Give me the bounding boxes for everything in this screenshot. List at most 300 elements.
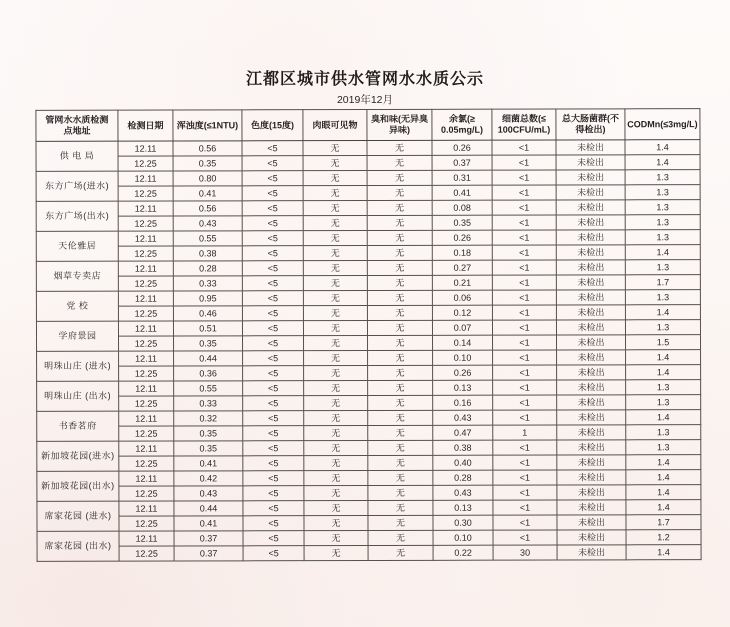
column-header: 管网水水质检测 点地址 (36, 110, 118, 141)
table-row (37, 410, 701, 427)
table-row (36, 170, 700, 187)
cell-value: <5 (243, 351, 304, 366)
table-row (37, 530, 701, 547)
cell-location: 席家花园 (进水) (37, 501, 119, 531)
cell-value: <5 (243, 381, 304, 396)
cell-value: 未检出 (556, 305, 625, 320)
cell-date: 12.11 (119, 501, 174, 516)
cell-value: 未检出 (557, 395, 626, 410)
cell-location: 明珠山庄 (进水) (37, 351, 119, 381)
cell-value: 0.26 (432, 140, 492, 155)
column-header: 总大肠菌群(不 得检出) (556, 109, 625, 140)
cell-date: 12.25 (118, 306, 173, 321)
cell-value: 1.3 (625, 320, 700, 335)
cell-value: <5 (243, 396, 304, 411)
cell-value: 未检出 (557, 380, 626, 395)
cell-value: <5 (243, 441, 304, 456)
cell-date: 12.25 (118, 156, 173, 171)
cell-value: 无 (367, 245, 432, 260)
table-header (36, 109, 700, 142)
cell-value: 未检出 (556, 140, 625, 155)
cell-value: 0.37 (174, 531, 243, 546)
cell-value: <1 (493, 410, 557, 425)
table-row (37, 380, 701, 397)
cell-value: 无 (303, 246, 367, 261)
cell-value: 1.3 (626, 425, 701, 440)
cell-value: <5 (242, 216, 303, 231)
cell-value: 0.43 (174, 486, 243, 501)
cell-value: 0.37 (174, 546, 243, 561)
cell-value: 0.30 (433, 515, 493, 530)
cell-value: 无 (367, 260, 432, 275)
cell-value: 1.4 (626, 350, 701, 365)
cell-value: 0.36 (174, 366, 243, 381)
cell-value: <1 (492, 260, 556, 275)
cell-value: 未检出 (557, 440, 626, 455)
cell-value: <5 (243, 501, 304, 516)
cell-value: 未检出 (557, 485, 626, 500)
cell-value: <1 (493, 500, 557, 515)
cell-value: 无 (303, 156, 367, 171)
cell-value: <5 (243, 516, 304, 531)
cell-value: 0.16 (433, 395, 493, 410)
cell-date: 12.25 (119, 516, 174, 531)
cell-value: 无 (368, 485, 433, 500)
cell-value: 无 (303, 306, 367, 321)
table-row (37, 425, 701, 442)
cell-date: 12.11 (118, 201, 173, 216)
cell-value: <1 (493, 395, 557, 410)
cell-value: <5 (243, 426, 304, 441)
cell-location: 东方广场(出水) (36, 201, 118, 231)
cell-date: 12.11 (119, 441, 174, 456)
cell-value: 无 (368, 365, 433, 380)
cell-date: 12.11 (119, 351, 174, 366)
cell-value: <1 (493, 515, 557, 530)
cell-value: <1 (492, 170, 556, 185)
cell-value: 无 (367, 275, 432, 290)
cell-value: 0.13 (433, 500, 493, 515)
cell-value: 未检出 (557, 425, 626, 440)
document-subtitle: 2019年12月 (336, 94, 394, 106)
cell-value: 1.4 (626, 545, 701, 560)
column-header: 细菌总数(≤ 100CFU/mL) (492, 109, 556, 140)
table-row (36, 290, 700, 307)
table-row (37, 395, 701, 412)
cell-value: <1 (492, 200, 556, 215)
cell-value: <5 (243, 471, 304, 486)
cell-value: 0.47 (433, 425, 493, 440)
cell-value: 无 (368, 425, 433, 440)
cell-value: 未检出 (557, 365, 626, 380)
cell-value: 未检出 (556, 245, 625, 260)
cell-value: 无 (367, 320, 432, 335)
cell-value: <1 (492, 230, 556, 245)
table-row (37, 470, 701, 487)
cell-value: 0.33 (173, 276, 242, 291)
table-row (36, 305, 700, 322)
cell-value: <5 (242, 231, 303, 246)
cell-value: 无 (368, 515, 433, 530)
cell-value: 无 (304, 531, 368, 546)
cell-value: 0.26 (432, 230, 492, 245)
cell-value: 1 (493, 425, 557, 440)
cell-value: 1.3 (625, 215, 700, 230)
cell-value: 0.41 (173, 186, 242, 201)
cell-value: 无 (304, 486, 368, 501)
cell-value: 未检出 (557, 515, 626, 530)
cell-value: 未检出 (557, 410, 626, 425)
cell-value: 无 (367, 290, 432, 305)
table-row (36, 215, 700, 232)
cell-value: 0.35 (174, 336, 243, 351)
cell-value: 1.3 (625, 260, 700, 275)
cell-date: 12.25 (118, 186, 173, 201)
cell-value: 0.44 (174, 351, 243, 366)
cell-date: 12.25 (119, 486, 174, 501)
cell-value: <5 (243, 456, 304, 471)
cell-value: 0.41 (174, 456, 243, 471)
cell-value: 无 (303, 276, 367, 291)
cell-value: 1.4 (626, 485, 701, 500)
cell-value: 无 (367, 185, 432, 200)
cell-value: 1.4 (625, 245, 700, 260)
cell-value: 未检出 (557, 350, 626, 365)
cell-location: 席家花园 (出水) (37, 531, 119, 561)
cell-value: <5 (242, 201, 303, 216)
cell-value: 0.32 (174, 411, 243, 426)
cell-date: 12.11 (118, 291, 173, 306)
cell-value: <5 (242, 306, 303, 321)
cell-value: 1.3 (625, 185, 700, 200)
cell-value: 1.2 (626, 530, 701, 545)
cell-value: 0.18 (432, 245, 492, 260)
cell-value: 1.7 (626, 515, 701, 530)
cell-value: 0.35 (173, 156, 242, 171)
cell-value: 30 (493, 545, 557, 560)
cell-location: 东方广场(进水) (36, 171, 118, 201)
cell-value: 无 (304, 501, 368, 516)
cell-location: 新加坡花园(进水) (37, 441, 119, 471)
cell-location: 明珠山庄 (出水) (37, 381, 119, 411)
cell-value: <1 (492, 140, 556, 155)
cell-value: <5 (243, 546, 304, 561)
cell-value: 未检出 (557, 335, 626, 350)
cell-value: 0.55 (173, 231, 242, 246)
cell-value: 0.56 (173, 141, 242, 156)
column-header: CODMn(≤3mg/L) (625, 109, 700, 140)
cell-value: 0.35 (432, 215, 492, 230)
cell-value: 1.4 (626, 455, 701, 470)
cell-value: 0.21 (432, 275, 492, 290)
cell-value: 无 (304, 426, 368, 441)
cell-value: 0.08 (432, 200, 492, 215)
cell-value: 无 (368, 410, 433, 425)
cell-value: 0.10 (433, 350, 493, 365)
cell-value: 0.46 (173, 306, 242, 321)
cell-value: <5 (242, 141, 303, 156)
cell-location: 新加坡花园(出水) (37, 471, 119, 501)
cell-value: <1 (492, 185, 556, 200)
cell-value: 0.56 (173, 201, 242, 216)
cell-date: 12.25 (118, 246, 173, 261)
cell-value: 无 (368, 380, 433, 395)
document-title: 江都区城市供水管网水水质公示 (245, 71, 484, 88)
cell-date: 12.11 (119, 411, 174, 426)
cell-value: 无 (303, 291, 367, 306)
cell-value: <1 (493, 455, 557, 470)
cell-value: 0.07 (432, 320, 492, 335)
column-header: 浑浊度(≤1NTU) (173, 110, 242, 141)
cell-value: 无 (304, 351, 368, 366)
cell-value: 0.41 (432, 185, 492, 200)
cell-value: 0.51 (173, 321, 242, 336)
cell-date: 12.25 (119, 336, 174, 351)
cell-date: 12.25 (119, 396, 174, 411)
cell-value: 无 (367, 215, 432, 230)
table-row (37, 515, 701, 532)
cell-location: 天伦雅居 (36, 231, 118, 261)
cell-value: 无 (368, 545, 433, 560)
water-quality-table (35, 108, 701, 562)
cell-date: 12.11 (118, 321, 173, 336)
cell-value: 无 (304, 546, 368, 561)
cell-value: 无 (367, 170, 432, 185)
table-row (36, 260, 700, 277)
table-row (36, 275, 700, 292)
cell-value: 0.28 (433, 470, 493, 485)
cell-value: 0.14 (433, 335, 493, 350)
cell-value: 未检出 (556, 155, 625, 170)
table-row (37, 485, 701, 502)
cell-value: <5 (243, 486, 304, 501)
cell-value: <1 (493, 335, 557, 350)
cell-value: 0.31 (432, 170, 492, 185)
cell-value: 无 (367, 155, 432, 170)
cell-location: 烟草专卖店 (36, 261, 118, 291)
cell-value: 1.4 (626, 365, 701, 380)
cell-value: 无 (368, 395, 433, 410)
cell-value: 0.43 (173, 216, 242, 231)
cell-value: 0.33 (174, 396, 243, 411)
cell-value: 1.4 (625, 155, 700, 170)
cell-value: 0.40 (433, 455, 493, 470)
cell-date: 12.11 (118, 171, 173, 186)
cell-location: 书香茗府 (37, 411, 119, 441)
cell-value: <1 (493, 380, 557, 395)
cell-value: <5 (242, 276, 303, 291)
cell-value: <5 (243, 336, 304, 351)
cell-date: 12.11 (119, 531, 174, 546)
cell-value: 0.06 (432, 290, 492, 305)
cell-value: 无 (368, 350, 433, 365)
column-header: 色度(15度) (242, 110, 303, 141)
cell-value: 无 (303, 261, 367, 276)
cell-value: 1.5 (626, 335, 701, 350)
cell-value: 0.13 (433, 380, 493, 395)
cell-value: 0.43 (433, 485, 493, 500)
cell-value: 无 (303, 171, 367, 186)
cell-value: 0.41 (174, 516, 243, 531)
cell-value: 未检出 (556, 275, 625, 290)
cell-value: 0.43 (433, 410, 493, 425)
table-row (36, 185, 700, 202)
cell-value: <1 (492, 215, 556, 230)
cell-value: <1 (493, 365, 557, 380)
cell-value: 0.27 (432, 260, 492, 275)
table-row (36, 245, 700, 262)
cell-value: <5 (243, 411, 304, 426)
cell-value: <5 (242, 171, 303, 186)
cell-value: 未检出 (557, 500, 626, 515)
table-row (36, 320, 700, 337)
cell-value: 1.7 (625, 275, 700, 290)
cell-value: 无 (304, 456, 368, 471)
cell-value: 0.95 (173, 291, 242, 306)
cell-value: <1 (492, 320, 556, 335)
cell-value: 0.26 (433, 365, 493, 380)
cell-value: <1 (493, 440, 557, 455)
cell-value: 0.42 (174, 471, 243, 486)
cell-value: 无 (368, 470, 433, 485)
cell-value: <1 (493, 470, 557, 485)
cell-value: 未检出 (556, 260, 625, 275)
table-row (36, 140, 700, 157)
cell-value: <5 (243, 531, 304, 546)
cell-value: <1 (492, 305, 556, 320)
table-row (37, 440, 701, 457)
header-row (36, 109, 700, 142)
cell-value: 无 (303, 201, 367, 216)
cell-value: <1 (493, 530, 557, 545)
cell-value: <5 (242, 321, 303, 336)
cell-value: 无 (368, 500, 433, 515)
cell-date: 12.11 (119, 471, 174, 486)
cell-value: 0.38 (173, 246, 242, 261)
cell-value: 无 (304, 396, 368, 411)
cell-value: <5 (242, 261, 303, 276)
cell-value: 未检出 (556, 320, 625, 335)
cell-value: <1 (492, 275, 556, 290)
cell-value: 未检出 (557, 470, 626, 485)
cell-value: 1.4 (626, 470, 701, 485)
cell-date: 12.25 (118, 276, 173, 291)
cell-value: 无 (303, 231, 367, 246)
cell-value: 无 (304, 471, 368, 486)
cell-value: <5 (242, 186, 303, 201)
table-body (36, 140, 701, 562)
cell-value: <1 (492, 155, 556, 170)
cell-date: 12.11 (118, 261, 173, 276)
cell-value: 0.22 (433, 545, 493, 560)
cell-value: 0.38 (433, 440, 493, 455)
cell-value: 未检出 (556, 185, 625, 200)
cell-value: 未检出 (557, 545, 626, 560)
table-row (36, 200, 700, 217)
cell-value: 无 (367, 200, 432, 215)
cell-value: <5 (243, 366, 304, 381)
cell-value: <1 (493, 350, 557, 365)
cell-value: 0.10 (433, 530, 493, 545)
cell-value: <1 (492, 290, 556, 305)
cell-date: 12.25 (119, 546, 174, 561)
cell-value: 无 (368, 530, 433, 545)
cell-date: 12.25 (119, 456, 174, 471)
cell-value: 无 (303, 321, 367, 336)
cell-value: 0.28 (173, 261, 242, 276)
cell-value: 无 (303, 141, 367, 156)
cell-value: 未检出 (556, 230, 625, 245)
cell-value: 无 (304, 336, 368, 351)
cell-value: 1.3 (625, 200, 700, 215)
cell-value: 0.37 (432, 155, 492, 170)
cell-value: 0.12 (432, 305, 492, 320)
cell-value: 无 (304, 516, 368, 531)
cell-value: 1.3 (626, 380, 701, 395)
cell-value: 1.3 (626, 395, 701, 410)
table-row (37, 365, 701, 382)
cell-value: 未检出 (556, 200, 625, 215)
column-header: 检测日期 (118, 110, 173, 141)
cell-value: 无 (303, 216, 367, 231)
cell-value: 未检出 (557, 455, 626, 470)
cell-value: 1.3 (625, 170, 700, 185)
cell-date: 12.11 (118, 231, 173, 246)
table-row (36, 155, 700, 172)
cell-value: 未检出 (556, 215, 625, 230)
cell-value: <1 (493, 485, 557, 500)
cell-value: <1 (492, 245, 556, 260)
cell-value: 未检出 (556, 290, 625, 305)
cell-value: 无 (368, 440, 433, 455)
cell-value: 无 (304, 381, 368, 396)
table-row (36, 230, 700, 247)
cell-location: 党 校 (36, 291, 118, 321)
cell-value: 0.44 (174, 501, 243, 516)
cell-value: 1.4 (626, 410, 701, 425)
cell-date: 12.25 (118, 216, 173, 231)
column-header: 肉眼可见物 (303, 110, 367, 141)
cell-value: 无 (304, 441, 368, 456)
cell-value: 1.4 (625, 305, 700, 320)
cell-value: 1.4 (626, 500, 701, 515)
cell-value: 1.3 (625, 290, 700, 305)
cell-value: 0.80 (173, 171, 242, 186)
table-row (37, 335, 701, 352)
cell-value: 1.4 (625, 140, 700, 155)
cell-value: 无 (367, 305, 432, 320)
cell-date: 12.11 (118, 141, 173, 156)
cell-value: 0.55 (174, 381, 243, 396)
cell-value: 无 (303, 186, 367, 201)
cell-value: 0.35 (174, 441, 243, 456)
table-row (37, 350, 701, 367)
table-row (37, 455, 701, 472)
cell-value: <5 (242, 291, 303, 306)
cell-value: 1.3 (625, 230, 700, 245)
cell-value: 无 (367, 140, 432, 155)
cell-value: 无 (368, 455, 433, 470)
cell-value: 1.3 (626, 440, 701, 455)
table-row (37, 500, 701, 517)
cell-location: 供 电 局 (36, 141, 118, 171)
cell-value: <5 (242, 156, 303, 171)
column-header: 余氯(≥ 0.05mg/L) (432, 109, 492, 140)
cell-location: 学府景园 (36, 321, 118, 351)
cell-value: 无 (368, 335, 433, 350)
cell-date: 12.11 (119, 381, 174, 396)
table-row (37, 545, 701, 562)
